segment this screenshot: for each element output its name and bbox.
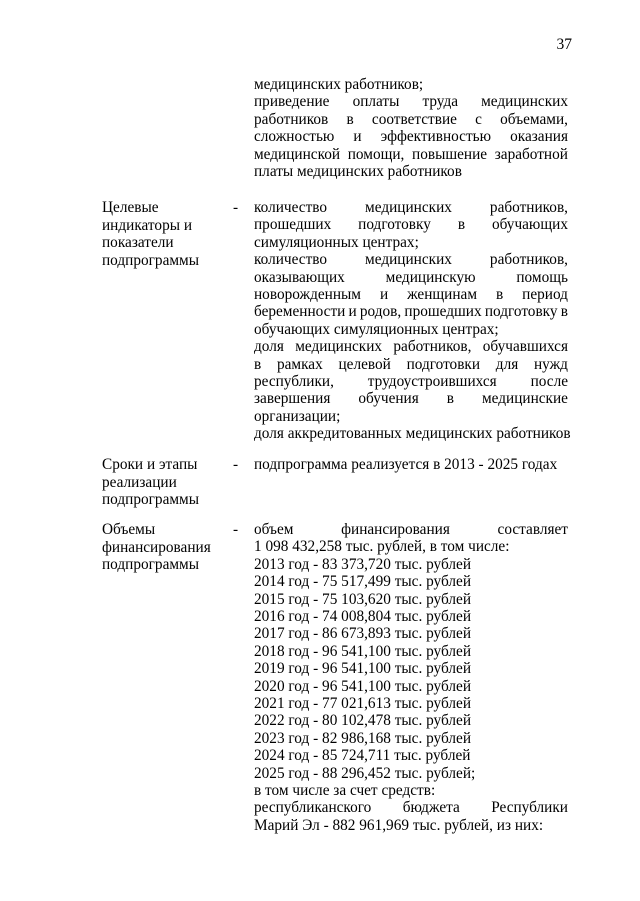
section-line: 1 098 432,258 тыс. рублей, в том числе: bbox=[254, 538, 510, 556]
intro-line: платы медицинских работников bbox=[254, 163, 462, 180]
section-line: подпрограмма реализуется в 2013 - 2025 годах bbox=[254, 456, 558, 473]
section-label-line: Целевые bbox=[102, 199, 159, 216]
word: медицинские bbox=[481, 390, 568, 408]
word: оплаты bbox=[352, 93, 400, 111]
section-line: 2017 год - 86 673,893 тыс. рублей bbox=[254, 625, 472, 643]
word: прошедших bbox=[404, 303, 482, 321]
word: заработной bbox=[494, 145, 568, 163]
word: помощи, bbox=[347, 145, 405, 163]
word: медицинскую bbox=[385, 268, 476, 286]
section-line bbox=[254, 199, 568, 217]
word: период bbox=[522, 286, 568, 303]
word: медицинских bbox=[365, 251, 452, 269]
word: количество bbox=[254, 199, 328, 216]
word: бюджета bbox=[402, 799, 460, 817]
section-line: организации; bbox=[254, 407, 341, 425]
word: приведение bbox=[254, 93, 330, 111]
word: трудоустроившихся bbox=[367, 373, 497, 390]
word: республиканского bbox=[254, 799, 372, 817]
word: прошедших bbox=[254, 216, 332, 234]
word: оказывающих bbox=[254, 268, 345, 286]
section-line bbox=[254, 521, 568, 539]
section-dash: - bbox=[233, 521, 239, 538]
section-line: 2014 год - 75 517,499 тыс. рублей bbox=[254, 573, 472, 591]
section-line: 2023 год - 82 986,168 тыс. рублей bbox=[254, 729, 472, 747]
intro-line: медицинских работников; bbox=[254, 76, 424, 93]
section-line bbox=[254, 338, 568, 356]
section-line bbox=[254, 356, 568, 374]
word: и bbox=[379, 286, 389, 303]
word: республики, bbox=[254, 373, 334, 390]
word: объем bbox=[254, 521, 294, 538]
section-label-line: реализации bbox=[102, 473, 177, 491]
word: подготовки bbox=[406, 355, 481, 373]
word: обучения bbox=[358, 390, 419, 408]
word: новорожденным bbox=[254, 286, 361, 303]
word: количество bbox=[254, 251, 328, 269]
section-line bbox=[254, 216, 568, 234]
section-line: симуляционных центрах; bbox=[254, 233, 419, 251]
section-label-line: индикаторы и bbox=[102, 216, 193, 234]
word: подготовку bbox=[484, 303, 558, 321]
word: финансирования bbox=[341, 521, 450, 538]
intro-line bbox=[254, 93, 568, 111]
section-label-line: подпрограммы bbox=[102, 556, 200, 573]
word: оказания bbox=[510, 128, 568, 146]
section-line: 2022 год - 80 102,478 тыс. рублей bbox=[254, 712, 472, 730]
word: обучавшихся bbox=[482, 338, 568, 356]
word: родов, bbox=[359, 303, 402, 321]
word: с bbox=[475, 110, 482, 128]
section-line bbox=[254, 269, 568, 287]
word: медицинской bbox=[254, 145, 341, 163]
intro-line bbox=[254, 111, 568, 129]
section-label-line: финансирования bbox=[102, 538, 211, 556]
word: в bbox=[457, 216, 466, 234]
word: женщинам bbox=[407, 286, 478, 303]
word: после bbox=[530, 373, 568, 390]
word: беременности bbox=[254, 303, 346, 321]
word: составляет bbox=[497, 521, 568, 538]
section-label bbox=[102, 521, 211, 574]
intro-line bbox=[254, 128, 568, 146]
word: Республики bbox=[491, 799, 568, 817]
word: объемами, bbox=[500, 110, 568, 128]
word: и bbox=[353, 128, 362, 146]
word: доля bbox=[254, 338, 284, 356]
word: работников, bbox=[393, 338, 472, 356]
section-line: в том числе за счет средств: bbox=[254, 782, 436, 799]
word: соответствие bbox=[371, 110, 457, 128]
section-line: 2015 год - 75 103,620 тыс. рублей bbox=[254, 590, 472, 608]
section-line: Марий Эл - 882 961,969 тыс. рублей, из них: bbox=[254, 816, 544, 834]
section-line: 2024 год - 85 724,711 тыс. рублей bbox=[254, 747, 471, 765]
word: в bbox=[346, 110, 354, 128]
word: для bbox=[495, 355, 519, 373]
section-label-line: подпрограммы bbox=[102, 491, 200, 508]
section-label bbox=[102, 199, 199, 269]
section-line: 2019 год - 96 541,100 тыс. рублей bbox=[254, 660, 472, 678]
word: медицинских bbox=[481, 93, 568, 111]
word: медицинских bbox=[295, 338, 383, 356]
word: в bbox=[254, 355, 262, 373]
word: целевой bbox=[338, 355, 391, 373]
section-line: 2013 год - 83 373,720 тыс. рублей bbox=[254, 555, 472, 573]
section-line bbox=[254, 799, 568, 817]
section-line: 2016 год - 74 008,804 тыс. рублей bbox=[254, 608, 472, 625]
word: повышение bbox=[412, 145, 488, 163]
section-line bbox=[254, 390, 568, 408]
section-label-line: подпрограммы bbox=[102, 251, 200, 269]
section-dash: - bbox=[233, 199, 239, 216]
word: эффективностью bbox=[380, 128, 492, 146]
page-number: 37 bbox=[556, 36, 572, 53]
section-line bbox=[254, 251, 568, 269]
section-line bbox=[254, 373, 568, 391]
word: завершения bbox=[254, 390, 331, 408]
section-line: доля аккредитованных медицинских работников bbox=[254, 425, 571, 443]
word: работников, bbox=[489, 251, 568, 269]
word: подготовку bbox=[358, 216, 431, 234]
word: рамках bbox=[276, 355, 323, 373]
section-label bbox=[102, 456, 199, 509]
intro-line bbox=[254, 146, 568, 164]
section-label-line: показатели bbox=[102, 234, 174, 251]
word: обучающих bbox=[491, 216, 568, 234]
word: сложностью bbox=[254, 128, 335, 146]
word: помощь bbox=[516, 268, 568, 286]
word: работников, bbox=[489, 199, 568, 216]
section-line: 2018 год - 96 541,100 тыс. рублей bbox=[254, 642, 472, 660]
section-line bbox=[254, 286, 568, 304]
word: в bbox=[446, 390, 454, 408]
word: медицинских bbox=[365, 199, 452, 216]
word: в bbox=[560, 303, 568, 321]
section-line: 2021 год - 77 021,613 тыс. рублей bbox=[254, 695, 472, 712]
section-line: 2025 год - 88 296,452 тыс. рублей; bbox=[254, 764, 476, 782]
word: работников bbox=[254, 110, 329, 128]
section-dash: - bbox=[233, 456, 239, 473]
word: в bbox=[495, 286, 504, 303]
word: и bbox=[348, 303, 357, 321]
section-line bbox=[254, 303, 568, 321]
section-label-line: Сроки и этапы bbox=[102, 456, 198, 473]
section-line: 2020 год - 96 541,100 тыс. рублей bbox=[254, 677, 472, 695]
word: труда bbox=[422, 93, 459, 111]
section-line: обучающих симуляционных центрах; bbox=[254, 320, 499, 338]
word: нужд bbox=[533, 355, 568, 373]
section-label-line: Объемы bbox=[102, 521, 156, 538]
